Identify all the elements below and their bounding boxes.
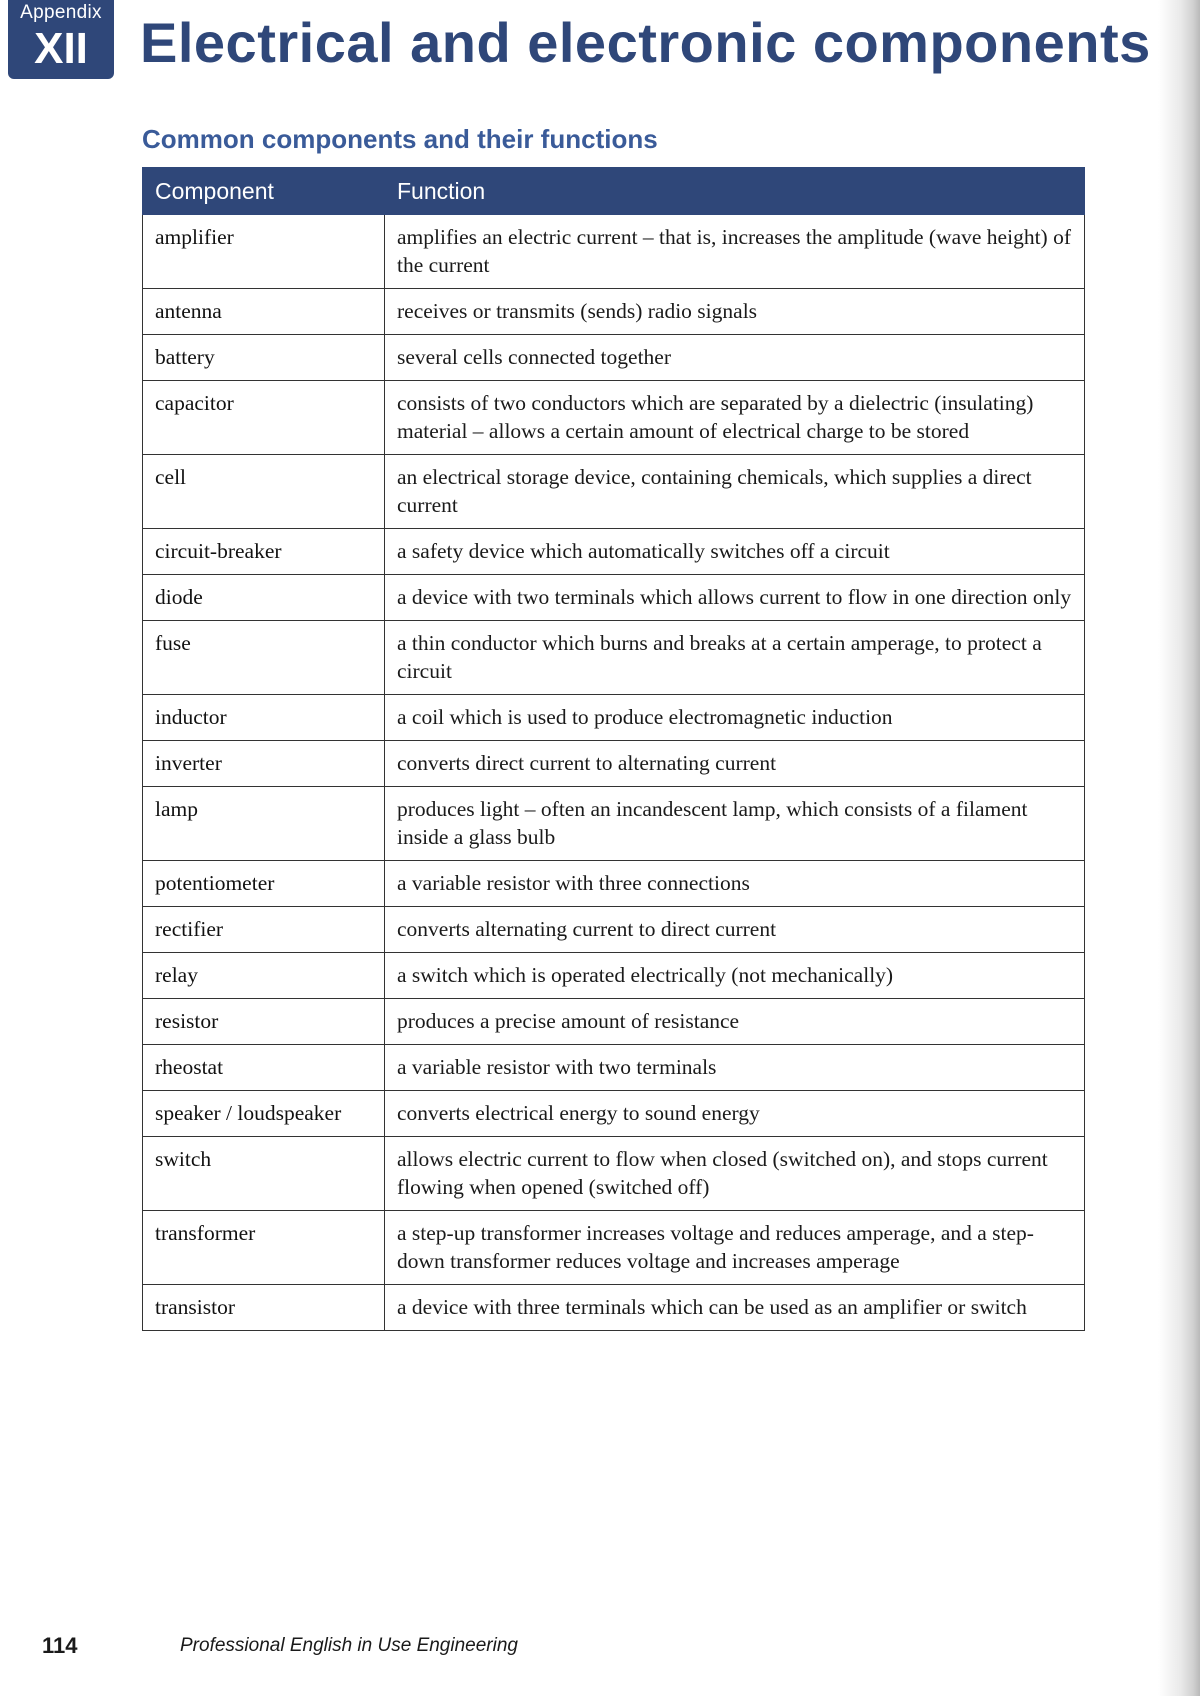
table-row — [143, 695, 1085, 741]
page-title: Electrical and electronic components — [140, 11, 1151, 74]
function-cell: a switch which is operated electrically (not mechanically) — [385, 953, 1085, 999]
table-row — [143, 575, 1085, 621]
table-row — [143, 1091, 1085, 1137]
component-cell: switch — [143, 1137, 385, 1211]
table-row — [143, 621, 1085, 695]
component-cell: amplifier — [143, 215, 385, 289]
component-cell: resistor — [143, 999, 385, 1045]
component-cell: inductor — [143, 695, 385, 741]
function-cell: produces light – often an incandescent lamp, which consists of a filament inside a glass bulb — [385, 787, 1085, 861]
component-cell: rheostat — [143, 1045, 385, 1091]
component-cell: speaker / loudspeaker — [143, 1091, 385, 1137]
page-binding-shadow — [1158, 0, 1200, 1696]
function-cell: amplifies an electric current – that is, increases the amplitude (wave height) of the current — [385, 215, 1085, 289]
component-cell: battery — [143, 335, 385, 381]
table-row — [143, 381, 1085, 455]
appendix-number: XII — [34, 24, 88, 73]
function-cell: a coil which is used to produce electromagnetic induction — [385, 695, 1085, 741]
component-cell: fuse — [143, 621, 385, 695]
function-cell: receives or transmits (sends) radio signals — [385, 289, 1085, 335]
function-cell: produces a precise amount of resistance — [385, 999, 1085, 1045]
component-cell: relay — [143, 953, 385, 999]
component-cell: cell — [143, 455, 385, 529]
component-cell: antenna — [143, 289, 385, 335]
component-cell: inverter — [143, 741, 385, 787]
function-cell: a variable resistor with two terminals — [385, 1045, 1085, 1091]
component-cell: potentiometer — [143, 861, 385, 907]
function-cell: a variable resistor with three connections — [385, 861, 1085, 907]
component-cell: rectifier — [143, 907, 385, 953]
function-cell: several cells connected together — [385, 335, 1085, 381]
appendix-badge — [8, 0, 114, 79]
section-heading: Common components and their functions — [142, 124, 658, 154]
function-cell: allows electric current to flow when closed (switched on), and stops current flowing when opened (switched off) — [385, 1137, 1085, 1211]
book-title: Professional English in Use Engineering — [180, 1635, 518, 1656]
column-header-component: Component — [143, 168, 385, 215]
component-cell: diode — [143, 575, 385, 621]
function-cell: converts alternating current to direct current — [385, 907, 1085, 953]
function-cell: a device with three terminals which can be used as an amplifier or switch — [385, 1285, 1085, 1331]
component-cell: transformer — [143, 1211, 385, 1285]
table-row — [143, 1045, 1085, 1091]
components-table — [142, 167, 1085, 1331]
table-row — [143, 1285, 1085, 1331]
function-cell: a device with two terminals which allows current to flow in one direction only — [385, 575, 1085, 621]
column-header-function: Function — [385, 168, 1085, 215]
component-cell: circuit-breaker — [143, 529, 385, 575]
function-cell: converts direct current to alternating current — [385, 741, 1085, 787]
table-header-row — [143, 168, 1085, 215]
function-cell: converts electrical energy to sound energy — [385, 1091, 1085, 1137]
table-body — [143, 215, 1085, 1331]
table-row — [143, 787, 1085, 861]
table-row — [143, 907, 1085, 953]
table-row — [143, 999, 1085, 1045]
component-cell: transistor — [143, 1285, 385, 1331]
appendix-label: Appendix — [20, 2, 102, 23]
table-row — [143, 953, 1085, 999]
table-row — [143, 741, 1085, 787]
page-number: 114 — [42, 1633, 78, 1658]
table-row — [143, 1211, 1085, 1285]
table-row — [143, 529, 1085, 575]
function-cell: an electrical storage device, containing chemicals, which supplies a direct current — [385, 455, 1085, 529]
table-row — [143, 1137, 1085, 1211]
function-cell: consists of two conductors which are separated by a dielectric (insulating) material – allows a certain amount of electrical charge to be stored — [385, 381, 1085, 455]
function-cell: a step-up transformer increases voltage and reduces amperage, and a step-down transformer reduces voltage and increases amperage — [385, 1211, 1085, 1285]
function-cell: a safety device which automatically switches off a circuit — [385, 529, 1085, 575]
function-cell: a thin conductor which burns and breaks at a certain amperage, to protect a circuit — [385, 621, 1085, 695]
component-cell: capacitor — [143, 381, 385, 455]
table-row — [143, 215, 1085, 289]
component-cell: lamp — [143, 787, 385, 861]
table-row — [143, 455, 1085, 529]
table-row — [143, 335, 1085, 381]
table-row — [143, 289, 1085, 335]
table-row — [143, 861, 1085, 907]
